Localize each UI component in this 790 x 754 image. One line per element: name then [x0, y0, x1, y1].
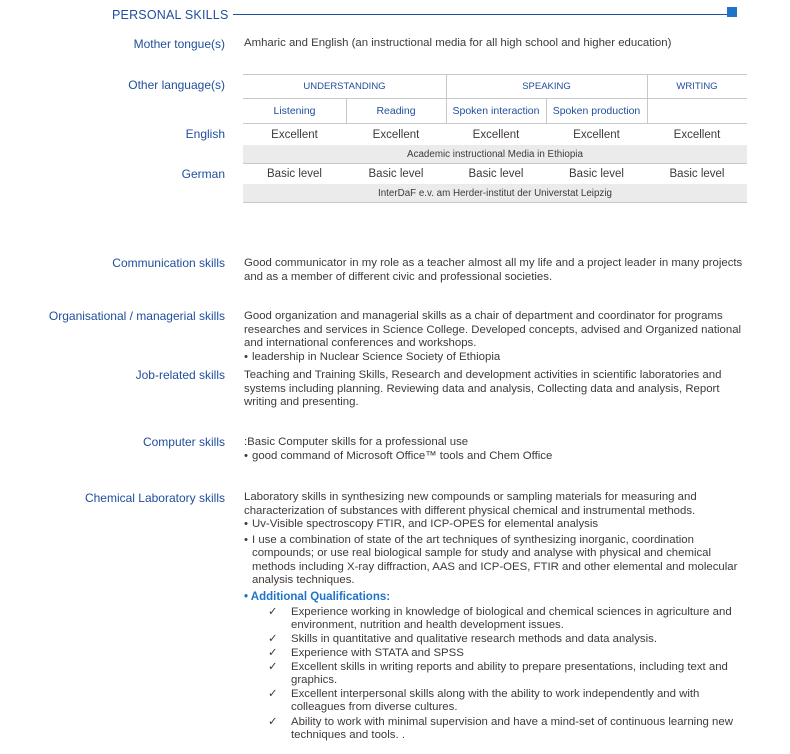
computer-label: Computer skills	[142, 435, 225, 449]
list-item: • good command of Microsoft Office™ tools and Chem Office	[244, 449, 553, 462]
header-speaking: SPEAKING	[522, 80, 571, 92]
level-cell: Excellent	[573, 128, 620, 141]
level-cell: Basic level	[569, 168, 624, 180]
level-cell: Excellent	[372, 128, 420, 141]
level-cell: Excellent	[673, 128, 721, 141]
job-related-paragraph: Teaching and Training Skills, Research and development activities in scientific laboratories and systems including planning. Reviewing data and analysis, Collecting data and analysis, Report writing and presenting.	[244, 369, 722, 408]
computer-text	[244, 436, 747, 463]
mother-tongue-label: Mother tongue(s)	[133, 37, 225, 51]
subheader-reading: Reading	[376, 105, 416, 117]
computer-paragraph: :Basic Computer skills for a professional use	[244, 436, 469, 448]
checkmark-icon: ✓	[268, 647, 278, 659]
additional-qualifications-title: • Additional Qualifications:	[244, 591, 391, 603]
checkmark-icon: ✓	[268, 661, 278, 673]
checkmark-icon: ✓	[268, 688, 278, 700]
level-cell: Basic level	[368, 168, 424, 180]
checkmark-icon: ✓	[268, 633, 278, 645]
list-item	[268, 606, 748, 632]
computer-bullet: good command of Microsoft Office™ tools and Chem Office	[252, 449, 553, 462]
list-item	[268, 647, 748, 660]
chemical-lab-paragraph: Laboratory skills in synthesizing new compounds or sampling materials for measuring and characterization of substances with different physical chemical and instrumental methods.	[244, 491, 697, 517]
level-cell: Basic level	[669, 168, 725, 180]
language-table	[243, 74, 747, 204]
level-cell: Basic level	[468, 168, 524, 180]
list-item: • I use a combination of state of the art techniques of synthesizing inorganic, coordination compounds; or use real biological sample for study and analyse with physical and chemical methods including X-ray diffraction, AAS and ICP-OES, FTIR and other elemental and molecular analysis techniques.	[244, 534, 747, 588]
list-item	[268, 688, 748, 714]
communication-text	[244, 257, 747, 284]
chemical-lab-text	[244, 491, 747, 588]
list-item	[268, 716, 748, 742]
level-cell: Excellent	[271, 128, 318, 141]
additional-title-text: Additional Qualifications:	[250, 591, 391, 603]
qualification-text: Ability to work with minimal supervision and have a mind-set of continuous learning new techniques and tools. .	[291, 716, 733, 742]
certificate-german: InterDaF e.v. am Herder-institut der Universtat Leipzig	[243, 184, 747, 202]
checkmark-icon: ✓	[268, 716, 278, 728]
header-writing: WRITING	[676, 80, 718, 92]
level-cell: Basic level	[267, 168, 322, 180]
communication-paragraph: Good communicator in my role as a teacher almost all my life and a project leader in many projects and as a member of different civic and professional societies.	[244, 257, 743, 283]
chemical-lab-bullet: Uv-Visible spectroscopy FTIR, and ICP-OPES for elemental analysis	[252, 518, 599, 530]
qualification-text: Skills in quantitative and qualitative research methods and data analysis.	[291, 633, 657, 645]
other-languages-label: Other language(s)	[128, 78, 225, 92]
language-name-english: English	[185, 127, 225, 141]
list-item	[268, 633, 748, 646]
table-rule	[243, 202, 747, 203]
mother-tongue-value: Amharic and English (an instructional media for all high school and higher education)	[244, 37, 672, 49]
chemical-lab-label: Chemical Laboratory skills	[84, 491, 225, 505]
job-related-label: Job-related skills	[135, 368, 225, 382]
job-related-text	[244, 369, 747, 410]
section-title: PERSONAL SKILLS	[112, 8, 229, 22]
chemical-lab-bullet: I use a combination of state of the art techniques of synthesizing inorganic, coordination compounds; or use real biological sample for study and analyse with physical and chemical methods including X-ray diffraction, AAS and ICP-OES, FTIR and other elemental and molecular analysis techniques.	[252, 533, 738, 586]
organisational-text	[244, 310, 747, 364]
section-divider	[233, 14, 730, 15]
list-item: • leadership in Nuclear Science Society of Ethiopia	[244, 350, 501, 363]
communication-label: Communication skills	[112, 256, 225, 270]
checkmark-icon: ✓	[268, 606, 278, 618]
subheader-spoken-interaction: Spoken interaction	[452, 105, 540, 117]
qualification-text: Experience working in knowledge of biological and chemical sciences in agriculture and environment, nutrition and health development issues.	[291, 606, 732, 632]
list-item	[268, 661, 748, 687]
language-name-german: German	[181, 167, 225, 181]
section-marker	[727, 7, 737, 17]
list-item: • Uv-Visible spectroscopy FTIR, and ICP-OPES for elemental analysis	[244, 518, 599, 530]
qualification-text: Excellent skills in writing reports and ability to prepare presentations, including text and graphics.	[291, 661, 728, 687]
certificate-english: Academic instructional Media in Ethiopia	[243, 145, 747, 163]
organisational-label: Organisational / managerial skills	[48, 309, 225, 323]
qualification-text: Experience with STATA and SPSS	[291, 647, 464, 659]
qualification-text: Excellent interpersonal skills along with the ability to work independently and with colleagues from diverse cultures.	[291, 688, 700, 714]
organisational-bullet: leadership in Nuclear Science Society of Ethiopia	[252, 350, 501, 363]
subheader-spoken-production: Spoken production	[552, 105, 641, 117]
level-cell: Excellent	[472, 128, 520, 141]
subheader-listening: Listening	[273, 105, 316, 117]
organisational-paragraph: Good organization and managerial skills as a chair of department and coordinator for programs researches and services in Science College. Developed concepts, advised and Organized national and international conferences and workshops.	[244, 310, 742, 349]
header-understanding: UNDERSTANDING	[303, 80, 386, 92]
